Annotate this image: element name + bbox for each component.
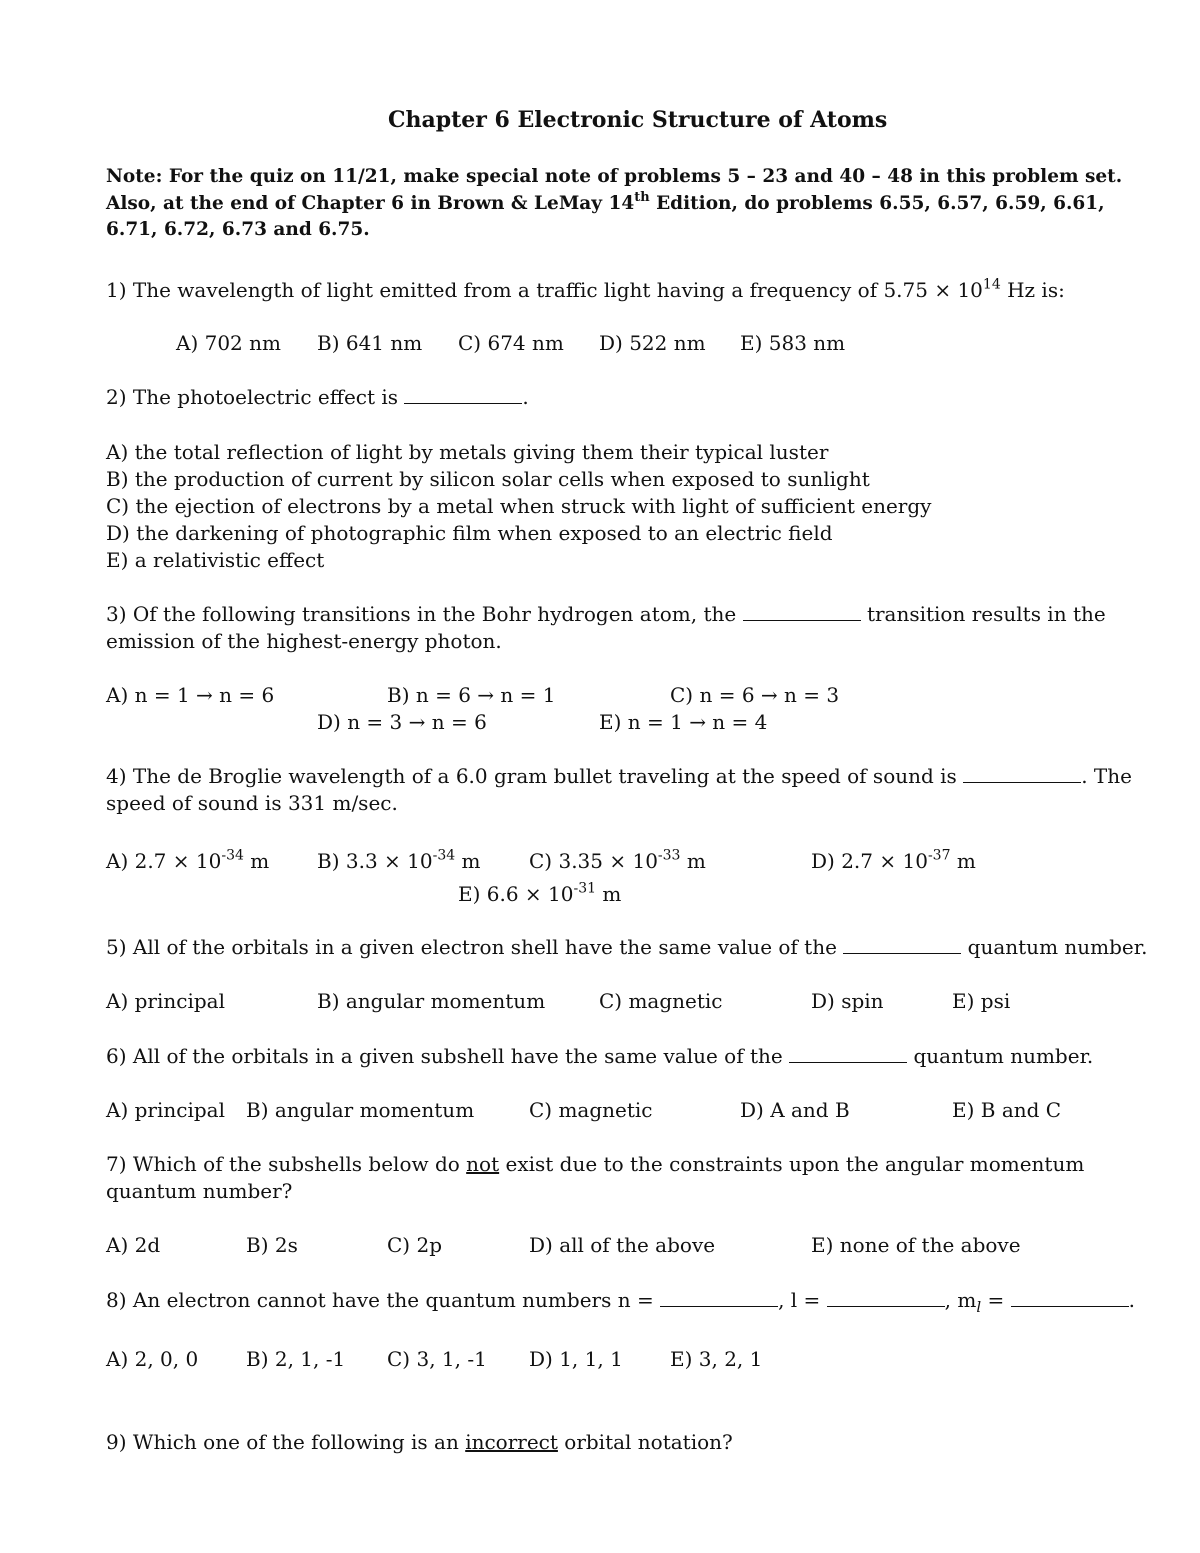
q4-choice-d: D) $2.7 \times 10^{-37}$ m bbox=[811, 847, 976, 873]
q2-choice-e: E) a relativistic effect bbox=[106, 548, 325, 572]
q1-choice-c: C) 674 nm bbox=[458, 331, 564, 355]
note-line-2: Also, at the end of Chapter 6 in Brown & LeMay 14th Edition, do problems 6.55, 6.57, 6.59, 6.61, bbox=[106, 190, 1105, 214]
note-line-1: Note: For the quiz on 11/21, make special note of problems 5 – 23 and 40 – 48 in this problem set. bbox=[106, 166, 1123, 187]
answer-blank bbox=[963, 764, 1081, 783]
q8-choice-d: D) 1, 1, 1 bbox=[529, 1347, 623, 1371]
question-1: 1) The wavelength of light emitted from a traffic light having a frequency of $5.75 \times 10^{14}$ Hz is: bbox=[106, 276, 1065, 302]
q5-choice-b: B) angular momentum bbox=[317, 989, 546, 1013]
q1-choice-a: A) 702 nm bbox=[176, 331, 281, 355]
q7-choice-a: A) 2d bbox=[106, 1233, 161, 1257]
q2-choice-c: C) the ejection of electrons by a metal when struck with light of sufficient energy bbox=[106, 494, 932, 518]
q6-choice-e: E) B and C bbox=[952, 1098, 1062, 1122]
q8-choice-e: E) 3, 2, 1 bbox=[670, 1347, 763, 1371]
q3-choice-b: B) n = 6 → n = 1 bbox=[387, 683, 556, 707]
answer-blank bbox=[1011, 1288, 1129, 1307]
q8-choice-c: C) 3, 1, -1 bbox=[387, 1347, 487, 1371]
answer-blank bbox=[789, 1044, 907, 1063]
q4-choice-c: C) $3.35 \times 10^{-33}$ m bbox=[529, 847, 706, 873]
q5-choice-d: D) spin bbox=[811, 989, 884, 1013]
question-5: 5) All of the orbitals in a given electron shell have the same value of the quantum number. bbox=[106, 935, 1148, 959]
page-title: Chapter 6 Electronic Structure of Atoms bbox=[388, 107, 888, 133]
q5-choice-c: C) magnetic bbox=[599, 989, 723, 1013]
q2-choice-d: D) the darkening of photographic film when exposed to an electric field bbox=[106, 521, 833, 545]
q8-choice-b: B) 2, 1, -1 bbox=[246, 1347, 346, 1371]
q3-choice-d: D) n = 3 → n = 6 bbox=[317, 710, 487, 734]
answer-blank bbox=[843, 935, 961, 954]
q4-choice-b: B) $3.3 \times 10^{-34}$ m bbox=[317, 847, 481, 873]
q7-choice-e: E) none of the above bbox=[811, 1233, 1021, 1257]
q1-choice-b: B) 641 nm bbox=[317, 331, 423, 355]
question-7-line-2: quantum number? bbox=[106, 1179, 293, 1203]
question-4: 4) The de Broglie wavelength of a 6.0 gram bullet traveling at the speed of sound is . The bbox=[106, 764, 1132, 788]
answer-blank bbox=[660, 1288, 778, 1307]
q5-choice-e: E) psi bbox=[952, 989, 1011, 1013]
q3-choice-e: E) n = 1 → n = 4 bbox=[599, 710, 768, 734]
q4-choice-a: A) $2.7 \times 10^{-34}$ m bbox=[106, 847, 270, 873]
question-7: 7) Which of the subshells below do not exist due to the constraints upon the angular momentum bbox=[106, 1152, 1085, 1176]
q2-choice-a: A) the total reflection of light by metals giving them their typical luster bbox=[106, 440, 829, 464]
q6-choice-b: B) angular momentum bbox=[246, 1098, 475, 1122]
q6-choice-a: A) principal bbox=[106, 1098, 225, 1122]
question-3-line-2: emission of the highest-energy photon. bbox=[106, 629, 502, 653]
q2-choice-b: B) the production of current by silicon solar cells when exposed to sunlight bbox=[106, 467, 870, 491]
q4-choice-e: E) $6.6 \times 10^{-31}$ m bbox=[458, 880, 622, 906]
note-line-3: 6.71, 6.72, 6.73 and 6.75. bbox=[106, 219, 370, 240]
q6-choice-d: D) A and B bbox=[740, 1098, 850, 1122]
question-3: 3) Of the following transitions in the Bohr hydrogen atom, the transition results in the bbox=[106, 602, 1106, 626]
q7-choice-c: C) 2p bbox=[387, 1233, 442, 1257]
q7-choice-b: B) 2s bbox=[246, 1233, 298, 1257]
question-9: 9) Which one of the following is an incorrect orbital notation? bbox=[106, 1430, 733, 1454]
q5-choice-a: A) principal bbox=[106, 989, 225, 1013]
q8-choice-a: A) 2, 0, 0 bbox=[106, 1347, 199, 1371]
question-4-line-2: speed of sound is 331 m/sec. bbox=[106, 791, 398, 815]
question-8: 8) An electron cannot have the quantum numbers n = , l = , $m_l$ = . bbox=[106, 1288, 1136, 1316]
q3-choice-a: A) n = 1 → n = 6 bbox=[106, 683, 275, 707]
q1-choice-e: E) 583 nm bbox=[740, 331, 846, 355]
question-2: 2) The photoelectric effect is . bbox=[106, 385, 529, 409]
q6-choice-c: C) magnetic bbox=[529, 1098, 653, 1122]
q3-choice-c: C) n = 6 → n = 3 bbox=[670, 683, 840, 707]
q1-choice-d: D) 522 nm bbox=[599, 331, 706, 355]
answer-blank bbox=[827, 1288, 945, 1307]
q7-choice-d: D) all of the above bbox=[529, 1233, 716, 1257]
answer-blank bbox=[743, 602, 861, 621]
question-6: 6) All of the orbitals in a given subshell have the same value of the quantum number. bbox=[106, 1044, 1094, 1068]
answer-blank bbox=[404, 385, 522, 404]
